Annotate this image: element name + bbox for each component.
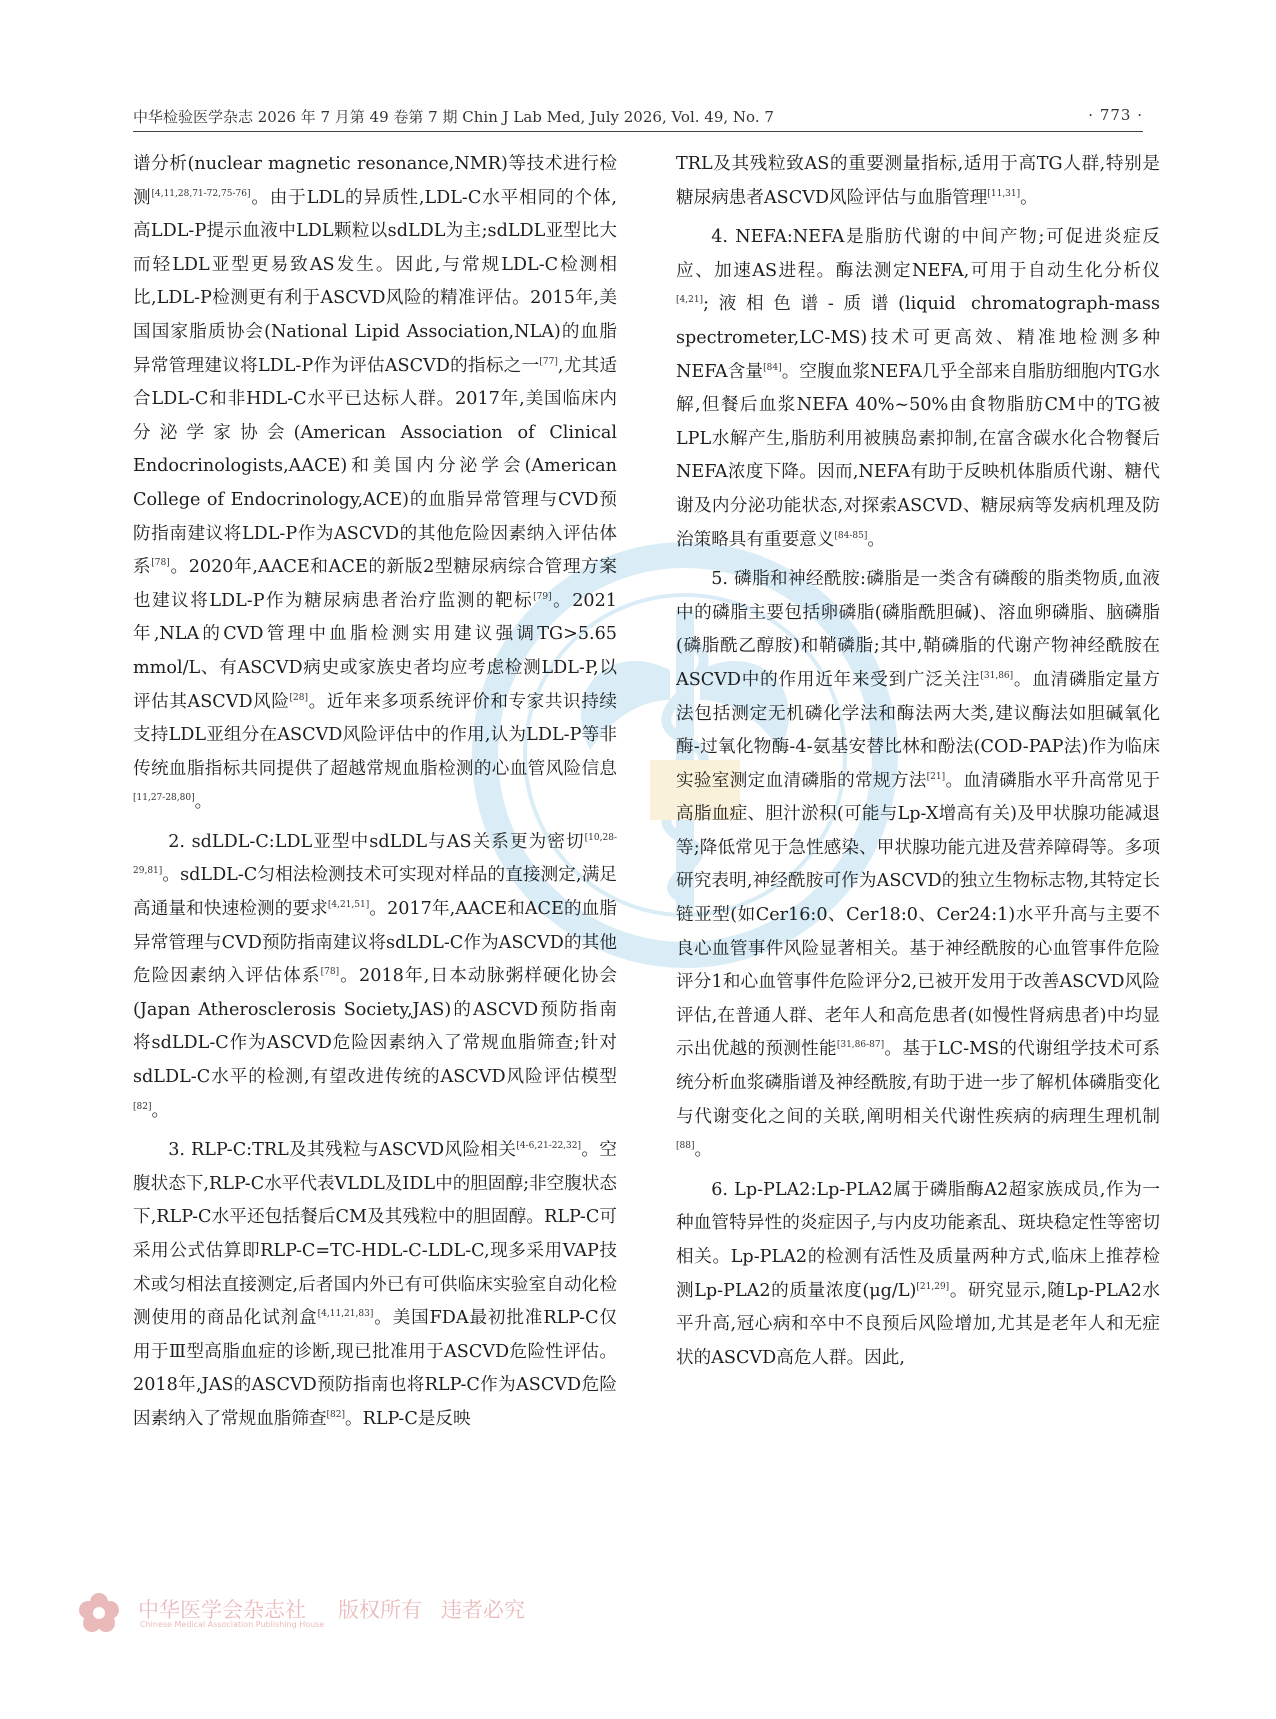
paragraph [676, 148, 1160, 215]
text-run: ,尤其适合LDL-C和非HDL-C水平已达标人群。2017年,美国临床内分泌学家协会(American Association of Clinical Endocrinologists,AACE)和美国内分泌学会(American College of Endocrinology,ACE)的血脂异常管理与CVD预防指南建议将LDL-P作为ASCVD的其他危险因素纳入评估体系 [133, 355, 617, 578]
text-run: 。2021年,NLA的CVD管理中血脂检测实用建议强调TG>5.65 mmol/L、有ASCVD病史或家族史者均应考虑检测LDL-P,以评估其ASCVD风险 [133, 590, 617, 712]
paragraph [676, 221, 1160, 557]
text-run: 。血清磷脂水平升高常见于高脂血症、胆汁淤积(可能与Lp-X增高有关)及甲状腺功能减退等;降低常见于急性感染、甲状腺功能亢进及营养障碍等。多项研究表明,神经酰胺可作为ASCVD的独立生物标志物,其特定长链亚型(如Cer16:0、Cer18:0、Cer24:1)水平升高与主要不良心血管事件风险显著相关。基于神经酰胺的心血管事件危险评分1和心血管事件危险评分2,已被开发用于改善ASCVD风险评估,在普通人群、老年人和高危患者(如慢性肾病患者)中均显示出优越的预测性能 [676, 770, 1160, 1060]
text-run: 6. Lp-PLA2:Lp-PLA2属于磷脂酶A2超家族成员,作为一种血管特异性的炎症因子,与内皮功能紊乱、斑块稳定性等密切相关。Lp-PLA2的检测有活性及质量两种方式,临床上推荐检测Lp-PLA2的质量浓度(μg/L) [676, 1179, 1160, 1301]
citation-ref: [77] [539, 356, 558, 367]
text-run: 。 [694, 1140, 713, 1161]
text-run: 。 [1020, 187, 1038, 208]
text-run: 3. RLP-C:TRL及其残粒与ASCVD风险相关 [168, 1140, 517, 1161]
left-column [133, 148, 617, 1443]
text-run: 。2017年,AACE和ACE的血脂异常管理与CVD预防指南建议将sdLDL-C作为ASCVD的其他危险因素纳入评估体系 [133, 899, 617, 987]
text-run: 。 [151, 1100, 170, 1121]
citation-ref: [79] [533, 591, 552, 602]
citation-ref: [4,11,28,71-72,75-76] [151, 188, 251, 199]
citation-ref: [4-6,21-22,32] [516, 1141, 582, 1152]
citation-ref: [4,11,21,83] [317, 1309, 374, 1320]
citation-ref: [11,31] [987, 188, 1021, 199]
citation-ref: [11,27-28,80] [133, 793, 195, 804]
publisher-watermark [76, 1590, 576, 1636]
text-run: 。基于LC-MS的代谢组学技术可系统分析血浆磷脂谱及神经酰胺,有助于进一步了解机体磷脂变化与代谢变化之间的关联,阐明相关代谢性疾病的病理生理机制 [676, 1039, 1160, 1127]
paragraph [676, 563, 1160, 1168]
text-run: 。RLP-C是反映 [345, 1408, 471, 1429]
citation-ref: [84] [763, 362, 782, 373]
text-run: ;液相色谱-质谱(liquid chromatograph-mass spectrometer,LC-MS)技术可更高效、精准地检测多种NEFA含量 [676, 294, 1160, 382]
citation-ref: [21] [926, 771, 946, 782]
citation-ref: [82] [133, 1101, 152, 1112]
citation-ref: [88] [676, 1141, 695, 1152]
rights-reserved: 版权所有 [338, 1598, 422, 1622]
citation-ref: [31,86-87] [836, 1040, 885, 1051]
text-run: 。由于LDL的异质性,LDL-C水平相同的个体,高LDL-P提示血液中LDL颗粒以sdLDL为主;sdLDL亚型比大而轻LDL亚型更易致AS发生。因此,与常规LDL-C检测相比,LDL-P检测更有利于ASCVD风险的精准评估。2015年,美国国家脂质协会(National Lipid Association,NLA)的血脂异常管理建议将LDL-P作为评估ASCVD的指标之一 [133, 187, 617, 376]
text-run: 。美国FDA最初批准RLP-C仅用于Ⅲ型高脂血症的诊断,现已批准用于ASCVD危险性评估。2018年,JAS的ASCVD预防指南也将RLP-C作为ASCVD危险因素纳入了常规血脂筛查 [133, 1308, 617, 1429]
text-run: 。空腹状态下,RLP-C水平代表VLDL及IDL中的胆固醇;非空腹状态下,RLP-C水平还包括餐后CM及其残粒中的胆固醇。RLP-C可采用公式估算即RLP-C=TC-HDL-C-LDL-C,现多采用VAP技术或匀相法直接测定,后者国内外已有可供临床实验室自动化检测使用的商品化试剂盒 [133, 1140, 617, 1329]
citation-ref: [4,21,51] [327, 900, 370, 911]
text-run: 。血清磷脂定量方法包括测定无机磷化学法和酶法两大类,建议酶法如胆碱氧化酶-过氧化物酶-4-氨基安替比林和酚法(COD-PAP法)作为临床实验室测定血清磷脂的常规方法 [676, 669, 1160, 791]
citation-ref: [84-85] [834, 530, 868, 541]
paragraph [676, 1174, 1160, 1376]
text-run: 谱分析(nuclear magnetic resonance,NMR)等技术进行检测 [133, 154, 617, 208]
text-run: 。 [867, 529, 885, 550]
text-run: 。近年来多项系统评价和专家共识持续支持LDL亚组分在ASCVD风险评估中的作用,认为LDL-P等非传统血脂指标共同提供了超越常规血脂检测的心血管风险信息 [133, 691, 617, 779]
citation-ref: [31,86] [980, 670, 1014, 681]
infringement-notice: 违者必究 [441, 1598, 525, 1622]
paragraph [133, 826, 617, 1128]
publisher-name-en: Chinese Medical Association Publishing House [140, 1620, 325, 1629]
text-run: 。2020年,AACE和ACE的新版2型糖尿病综合管理方案也建议将LDL-P作为糖尿病患者治疗监测的靶标 [133, 557, 617, 611]
text-run: 。 [194, 792, 213, 813]
citation-ref: [28] [289, 692, 308, 703]
page-number: · 773 · [1088, 106, 1143, 124]
text-run: 4. NEFA:NEFA是脂肪代谢的中间产物;可促进炎症反应、加速AS进程。酶法测定NEFA,可用于自动生化分析仪 [676, 227, 1160, 281]
publisher-name: 中华医学会杂志社 [138, 1598, 306, 1622]
citation-ref: [78] [151, 558, 170, 569]
citation-ref: [78] [320, 967, 340, 978]
paragraph [133, 1134, 617, 1436]
citation-ref: [10,28-29,81] [133, 832, 617, 877]
text-run: 。空腹血浆NEFA几乎全部来自脂肪细胞内TG水解,但餐后血浆NEFA 40%~50%由食物脂肪CM中的TG被LPL水解产生,脂肪利用被胰岛素抑制,在富含碳水化合物餐后NEFA浓度下降。因而,NEFA有助于反映机体脂质代谢、糖代谢及内分泌功能状态,对探索ASCVD、糖尿病等发病机理及防治策略具有重要意义 [676, 361, 1160, 550]
text-run: 。研究显示,随Lp-PLA2水平升高,冠心病和卒中不良预后风险增加,尤其是老年人和无症状的ASCVD高危人群。因此, [676, 1280, 1160, 1368]
citation-ref: [4,21] [676, 295, 704, 306]
running-header [133, 106, 1143, 128]
citation-ref: [21,29] [916, 1281, 950, 1292]
journal-citation: 中华检验医学杂志 2026 年 7 月第 49 卷第 7 期 Chin J Lab Med, July 2026, Vol. 49, No. 7 [133, 108, 774, 126]
header-rule [133, 131, 1143, 132]
text-run: 5. 磷脂和神经酰胺:磷脂是一类含有磷酸的脂类物质,血液中的磷脂主要包括卵磷脂(磷脂酰胆碱)、溶血卵磷脂、脑磷脂(磷脂酰乙醇胺)和鞘磷脂;其中,鞘磷脂的代谢产物神经酰胺在ASCVD中的作用近年来受到广泛关注 [676, 569, 1160, 690]
text-run: 。2018年,日本动脉粥样硬化协会(Japan Atherosclerosis Society,JAS)的ASCVD预防指南将sdLDL-C作为ASCVD危险因素纳入了常规血脂筛查;针对sdLDL-C水平的检测,有望改进传统的ASCVD风险评估模型 [133, 966, 617, 1088]
text-run: 2. sdLDL-C:LDL亚型中sdLDL与AS关系更为密切 [168, 831, 585, 852]
citation-ref: [82] [326, 1409, 346, 1420]
text-run: TRL及其残粒致AS的重要测量指标,适用于高TG人群,特别是糖尿病患者ASCVD风险评估与血脂管理 [676, 154, 1160, 208]
right-column [676, 148, 1160, 1381]
text-run: 。sdLDL-C匀相法检测技术可实现对样品的直接测定,满足高通量和快速检测的要求 [133, 865, 617, 920]
flower-logo-icon [76, 1590, 122, 1636]
paragraph [133, 148, 617, 820]
